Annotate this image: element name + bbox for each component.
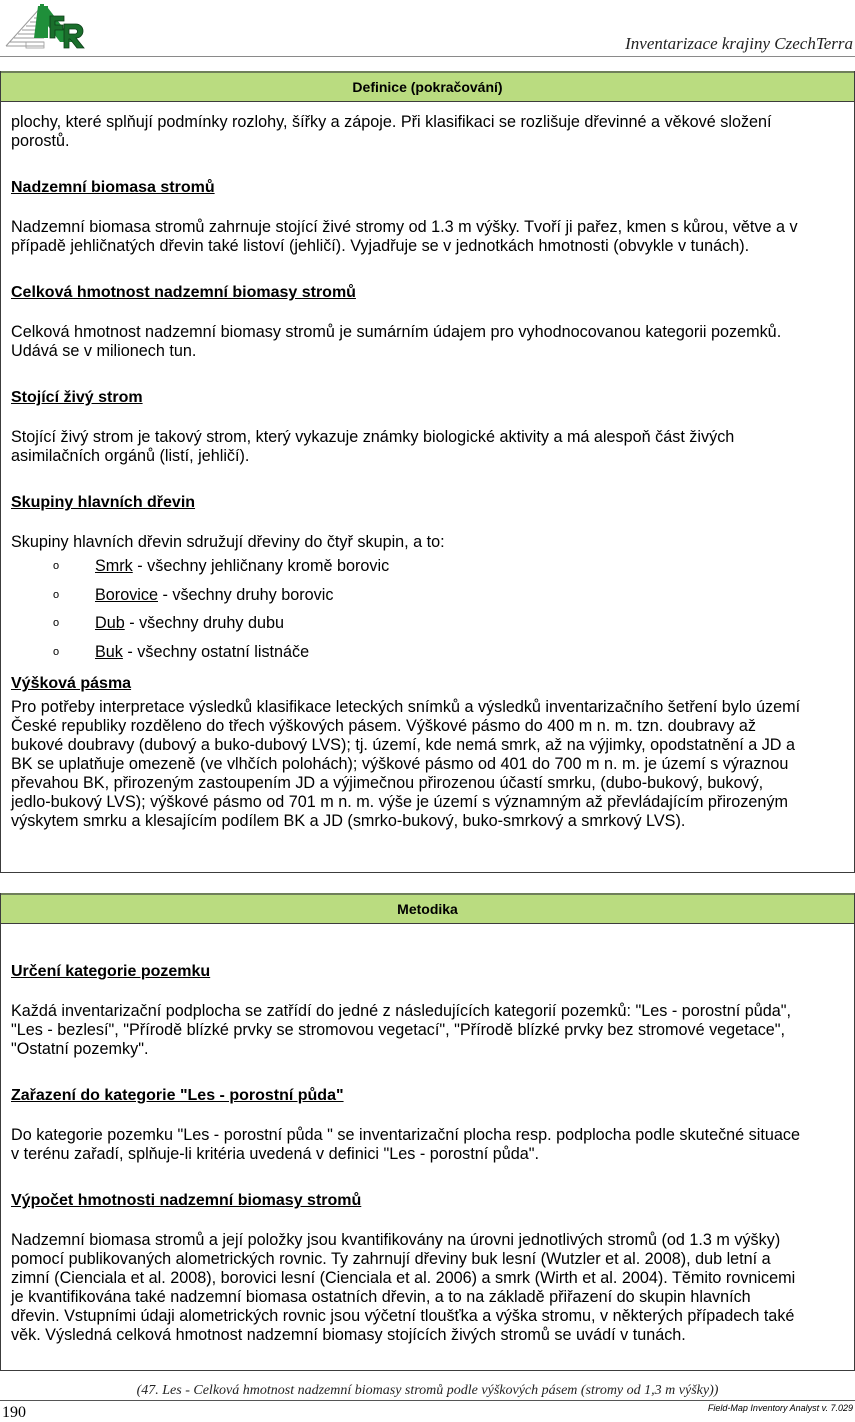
page-header xyxy=(0,0,855,57)
text-line: Do kategorie pozemku "Les - porostní půda " se inventarizační plocha resp. podplocha podle skutečné situace xyxy=(11,1126,800,1144)
ifer-logo-icon xyxy=(4,2,96,52)
term-description: - všechny ostatní listnáče xyxy=(122,642,310,661)
text-line: případě jehličnatých dřevin také listoví (jehličí). Vyjadřuje se v jednotkách hmotnosti (obvykle v tunách). xyxy=(11,237,750,255)
section-body xyxy=(1,113,854,831)
footer-divider xyxy=(0,1400,855,1401)
heading-celkova-hmotnost: Celková hmotnost nadzemní biomasy stromů xyxy=(11,284,356,301)
paragraph-urceni-kategorie xyxy=(11,1002,844,1059)
text-line: v terénu zařadí, splňuje-li kritéria uvedená v definici "Les - porostní půda". xyxy=(11,1145,539,1163)
heading-urceni-kategorie: Určení kategorie pozemku xyxy=(11,963,211,980)
term: Smrk xyxy=(95,557,133,575)
paragraph-vyskova-pasma xyxy=(11,698,844,831)
paragraph-nadzemni-biomasa xyxy=(11,218,844,256)
list-item xyxy=(11,552,844,581)
heading-zarazeni-kategorie: Zařazení do kategorie "Les - porostní půda" xyxy=(11,1087,344,1104)
hollow-bullet-icon: o xyxy=(53,588,60,601)
term-description: - všechny druhy borovic xyxy=(157,585,334,604)
text-line: Udává se v milionech tun. xyxy=(11,342,197,360)
heading-skupiny-drevin: Skupiny hlavních dřevin xyxy=(11,494,196,511)
text-line: "Les - bezlesí", "Přírodě blízké prvky se stromovou vegetací", "Přírodě blízké prvky bez stromové vegetace", xyxy=(11,1021,786,1039)
text-line: Stojící živý strom je takový strom, který vykazuje známky biologické aktivity a má alespoň část živých xyxy=(11,428,735,446)
methodology-section xyxy=(0,893,855,1371)
paragraph-zarazeni-kategorie xyxy=(11,1126,844,1164)
term: Dub xyxy=(95,614,125,632)
text-line: Každá inventarizační podplocha se zatřídí do jedné z následujících kategorií pozemků: "Les - porostní půda", xyxy=(11,1002,791,1020)
paragraph-skupiny-drevin: Skupiny hlavních dřevin sdružují dřeviny do čtyř skupin, a to: xyxy=(11,533,445,551)
text-line: pomocí publikovaných alometrických rovnic. Ty zahrnují dřeviny buk lesní (Wutzler et al. 2008), dub letní a xyxy=(11,1250,771,1268)
hollow-bullet-icon: o xyxy=(53,617,60,629)
hollow-bullet-icon: o xyxy=(53,560,60,572)
app-version: Field-Map Inventory Analyst v. 7.029 xyxy=(707,1403,853,1413)
text-line: asimilačních orgánů (listí, jehličí). xyxy=(11,447,250,465)
paragraph-vypocet-hmotnosti xyxy=(11,1231,844,1345)
text-line: "Ostatní pozemky". xyxy=(11,1040,149,1058)
text-line: je kvantifikována také nadzemní biomasa ostatních dřevin, a to na základě přiřazení do skupin hlavních xyxy=(11,1288,751,1306)
text-line: dřevin. Vstupními údaji alometrických rovnic jsou výčetní tloušťka a výška stromu, v některých případech také xyxy=(11,1307,795,1325)
term-description: - všechny jehličnany kromě borovic xyxy=(132,557,390,575)
text-line: jedlo-bukový LVS); výškové pásmo od 701 m n. m. výše je území s významným až převládajícím přirozeným xyxy=(11,793,788,811)
document-title: Inventarizace krajiny CzechTerra xyxy=(625,34,853,53)
hollow-bullet-icon: o xyxy=(53,645,60,658)
term: Borovice xyxy=(95,585,158,604)
text-line: Pro potřeby interpretace výsledků klasifikace leteckých snímků a výsledků inventarizačního šetření bylo území xyxy=(11,698,801,716)
text-line: bukové doubravy (dubový a buko-dubový LVS); tj. území, kde nemá smrk, až na výjimky, opodstatnění a JD a xyxy=(11,736,795,754)
tree-groups-list xyxy=(11,552,844,666)
text-line: Nadzemní biomasa stromů a její položky jsou kvantifikovány na úrovni jednotlivých stromů (od 1.3 m výšky) xyxy=(11,1231,781,1249)
figure-caption: (47. Les - Celková hmotnost nadzemní biomasy stromů podle výškových pásem (stromy od 1,3 m výšky)) xyxy=(136,1383,719,1398)
list-item xyxy=(11,638,844,667)
section-header: Definice (pokračování) xyxy=(1,71,854,102)
heading-nadzemni-biomasa: Nadzemní biomasa stromů xyxy=(11,179,215,196)
heading-vyskova-pasma: Výšková pásma xyxy=(11,675,132,692)
paragraph-stojici-zivy-strom xyxy=(11,428,844,466)
section-header: Metodika xyxy=(1,893,854,924)
definitions-section xyxy=(0,71,855,873)
page-number: 190 xyxy=(2,1404,26,1421)
list-item xyxy=(11,609,844,638)
text-line: plochy, které splňují podmínky rozlohy, šířky a zápoje. Při klasifikaci se rozlišuje dřevinné a věkové složení xyxy=(11,113,772,131)
text-line: BK se uplatňuje omezeně (ve vlhčích polohách); výškové pásmo od 401 do 700 m n. m. je území s výraznou xyxy=(11,755,789,773)
section-body xyxy=(1,962,854,1345)
text-line: Nadzemní biomasa stromů zahrnuje stojící živé stromy od 1.3 m výšky. Tvoří ji pařez, kmen s kůrou, větve a v xyxy=(11,218,798,236)
term-description: - všechny druhy dubu xyxy=(124,614,284,632)
heading-stojici-zivy-strom: Stojící živý strom xyxy=(11,389,143,406)
text-line: Celková hmotnost nadzemní biomasy stromů je sumárním údajem pro vyhodnocovanou kategorii pozemků. xyxy=(11,323,782,341)
text-line: věk. Výsledná celková hmotnost nadzemní biomasy stojících živých stromů se uvádí v tunách. xyxy=(11,1326,686,1344)
heading-vypocet-hmotnosti: Výpočet hmotnosti nadzemní biomasy stromů xyxy=(11,1192,362,1209)
text-line: porostů. xyxy=(11,132,70,150)
intro-paragraph xyxy=(11,113,844,151)
text-line: výskytem smrku a klesajícím podílem BK a JD (smrko-bukový, buko-smrkový a smrkový LVS). xyxy=(11,812,686,830)
paragraph-celkova-hmotnost xyxy=(11,323,844,361)
text-line: převahou BK, přirozeným zastoupením JD a výjimečnou přirozenou účastí smrku, (dubo-bukový, bukový, xyxy=(11,774,764,792)
list-item xyxy=(11,581,844,610)
text-line: České republiky rozděleno do třech výškových pásem. Výškové pásmo do 400 m n. m. tzn. doubravy až xyxy=(11,717,756,735)
term: Buk xyxy=(95,642,123,661)
text-line: zimní (Cienciala et al. 2008), borovici lesní (Cienciala et al. 2006) a smrk (Wirth et al. 2004). Těmito rovnicemi xyxy=(11,1269,796,1287)
